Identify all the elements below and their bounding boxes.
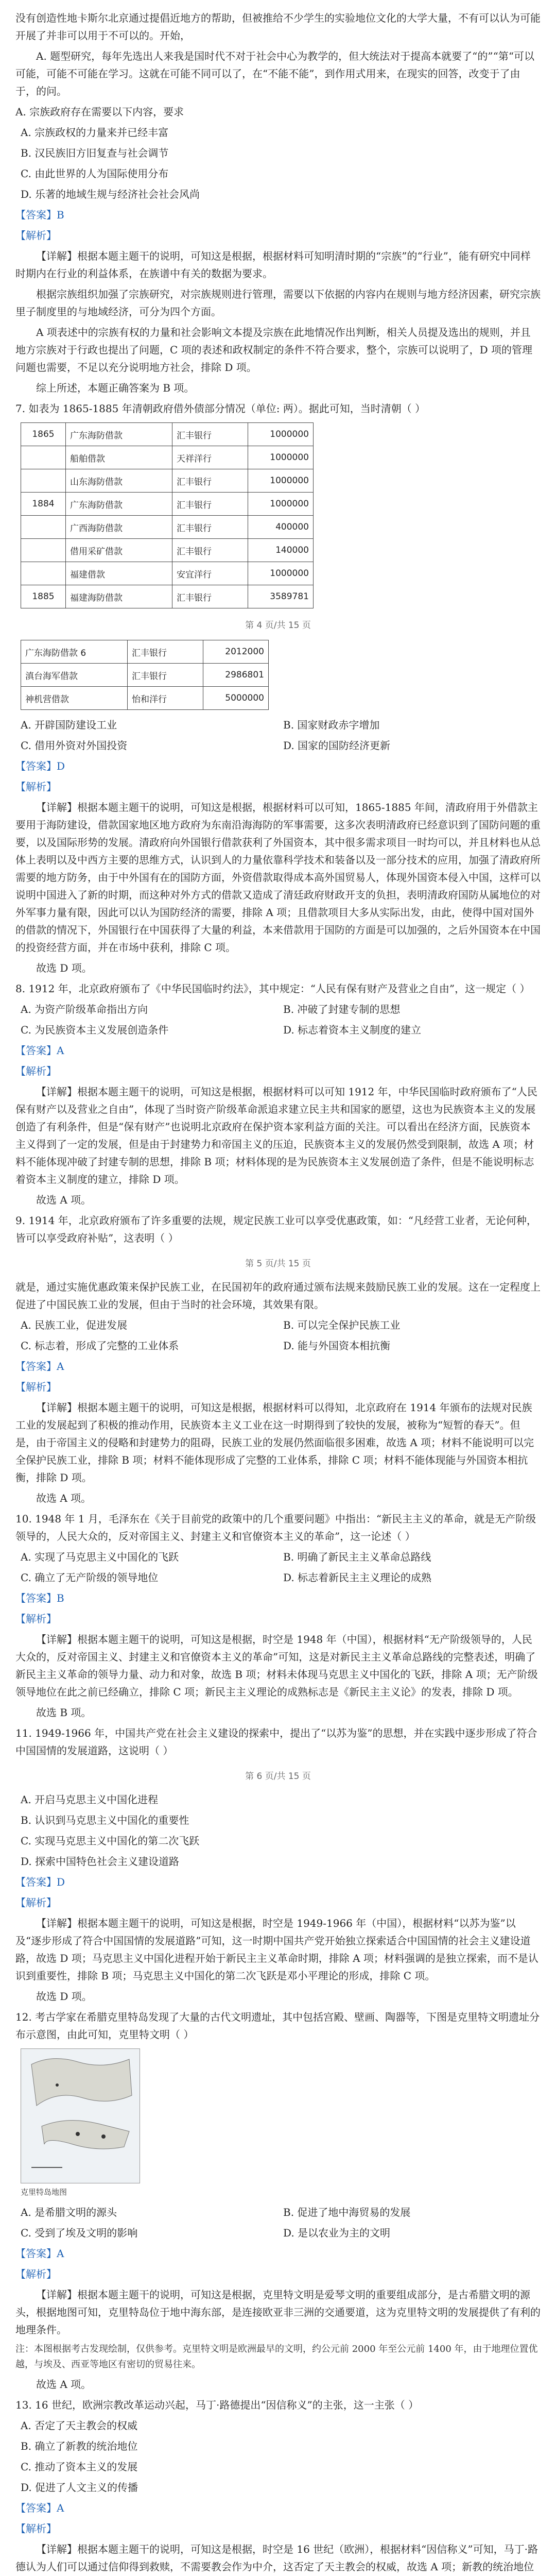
table-cell: 2012000 bbox=[203, 640, 269, 664]
table-cell: 1000000 bbox=[248, 493, 314, 516]
table-cell: 神机营借款 bbox=[21, 687, 128, 710]
option: B. 国家财政赤字增加 bbox=[283, 719, 380, 731]
option-row bbox=[15, 2204, 541, 2221]
table-row bbox=[21, 562, 314, 585]
option-row bbox=[15, 1548, 541, 1566]
table-row bbox=[21, 423, 314, 446]
option: D. 是以农业为主的文明 bbox=[283, 2227, 391, 2239]
table-cell: 汇丰银行 bbox=[172, 469, 248, 493]
analysis-label: 【解析】 bbox=[15, 1896, 57, 1909]
table-cell: 汇丰银行 bbox=[128, 640, 203, 664]
option: C. 借用外资对外国投资 bbox=[21, 739, 128, 752]
table-row bbox=[21, 640, 269, 664]
table-cell: 400000 bbox=[248, 516, 314, 539]
table-cell bbox=[21, 562, 66, 585]
table-cell: 汇丰银行 bbox=[172, 516, 248, 539]
table-cell bbox=[21, 539, 66, 562]
analysis-text: 故选 A 项。 bbox=[36, 1194, 92, 1206]
table-row bbox=[21, 516, 314, 539]
question-stem: 9. 1914 年，北京政府颁布了许多重要的法规，规定民族工业可以享受优惠政策，如：“凡经营工业者，无论何种，皆可以享受政府补贴”，这表明（ ） bbox=[15, 1214, 537, 1244]
option: D. 标志着新民主主义理论的成熟 bbox=[283, 1571, 432, 1584]
option-row bbox=[15, 1021, 541, 1039]
analysis-text: 故选 A 项。 bbox=[36, 1492, 92, 1504]
paragraph: A. 宗族政府存在需要以下内容，要求 bbox=[15, 106, 184, 118]
table-cell: 借用采矿借款 bbox=[66, 539, 172, 562]
table-row bbox=[21, 664, 269, 687]
table-cell: 1884 bbox=[21, 493, 66, 516]
option: C. 由此世界的人为国际使用分布 bbox=[21, 167, 169, 180]
option: B. 冲破了封建专制的思想 bbox=[283, 1003, 401, 1015]
answer-label: 【答案】A bbox=[15, 1360, 64, 1372]
option: A. 宗族政权的力量来并已经丰富 bbox=[21, 126, 169, 139]
table-cell: 广西海防借款 bbox=[66, 516, 172, 539]
map-note: 注：本图根据考古发现绘制，仅供参考。克里特文明是欧洲最早的文明，约公元前 2000 年至公元前 1400 年，由于地理位置优越，与埃及、西亚等地区有密切的贸易往来。 bbox=[15, 2344, 538, 2370]
analysis-text: 【详解】根据本题主题干的说明，可知这是根据，根据材料可知明清时期的“宗族”的“行业”，能有研究中同样时期内在行业的利益体系，在族谱中有关的数据为要求。 bbox=[15, 250, 531, 280]
option: B. 汉民族旧方旧复查与社会调节 bbox=[21, 147, 169, 159]
option: C. 为民族资本主义发展创造条件 bbox=[21, 1024, 169, 1036]
table-row bbox=[21, 493, 314, 516]
option-row bbox=[15, 1316, 541, 1334]
analysis-label: 【解析】 bbox=[15, 1613, 57, 1625]
option: A. 是希腊文明的源头 bbox=[21, 2206, 117, 2218]
paragraph: 就是，通过实施优惠政策来保护民族工业，在民国初年的政府通过颁布法规来鼓励民族工业的发展。这在一定程度上促进了中国民族工业的发展，但由于当时的社会环境，其效果有限。 bbox=[15, 1281, 541, 1311]
table-cell: 2986801 bbox=[203, 664, 269, 687]
table-cell: 1885 bbox=[21, 585, 66, 608]
answer-label: 【答案】B bbox=[15, 209, 64, 221]
table-cell: 1000000 bbox=[248, 446, 314, 469]
analysis-label: 【解析】 bbox=[15, 229, 57, 242]
analysis-label: 【解析】 bbox=[15, 1381, 57, 1393]
option: D. 乐著的地域生规与经济社会社会风尚 bbox=[21, 188, 200, 200]
page-footer: 第 4 页/共 15 页 bbox=[245, 620, 311, 631]
analysis-text: 故选 D 项。 bbox=[36, 1990, 92, 2003]
loan-table-continued bbox=[21, 640, 269, 710]
question-stem: 12. 考古学家在希腊克里特岛发现了大量的古代文明遗址，其中包括宫殿、壁画、陶器等，下图是克里特文明遗址分布示意图，由此可知，克里特文明（ ） bbox=[15, 2011, 540, 2041]
table-cell: 汇丰银行 bbox=[128, 664, 203, 687]
analysis-text: A 项表述中的宗族有权的力量和社会影响文本提及宗族在此地情况作出判断，相关人员提及选出的规则，并且地方宗族对于行政也提出了问题，C 项的表述和政权制定的条件不符合要求，整个，宗族可以说明了，D 项的管理问题也需要，不足以充分说明地方社会，排除 D 项。 bbox=[15, 326, 533, 374]
table-cell: 福建借款 bbox=[66, 562, 172, 585]
table-cell: 汇丰银行 bbox=[172, 423, 248, 446]
option: A. 民族工业，促进发展 bbox=[21, 1319, 128, 1331]
analysis-text: 【详解】根据本题主题干的说明，可知这是根据，根据材料可以得知，北京政府在 1914 年颁布的法规对民族工业的发展起到了积极的推动作用，民族资本主义工业在这一时期得到了较快的发展，被称为“短暂的春天”。但是，由于帝国主义的侵略和封建势力的阻碍，民族工业的发展仍然面临很多困难，故选 A 项；材料不能说明可以完全保护民族工业，排除 B 项；材料不能体现形成了完整的工业体系，排除 C 项；材料不能体现能与外国资本相抗衡，排除 D 项。 bbox=[15, 1401, 534, 1484]
analysis-text: 根据宗族组织加强了宗族研究，对宗族规则进行管理，需要以下依据的内容内在规则与地方经济因素，研究宗族里子制度里的与地域经济，可分为四个方面。 bbox=[15, 288, 541, 318]
table-cell bbox=[21, 446, 66, 469]
option: B. 可以完全保护民族工业 bbox=[283, 1319, 401, 1331]
option-row bbox=[15, 737, 541, 754]
option: D. 探索中国特色社会主义建设道路 bbox=[21, 1855, 180, 1868]
question-stem: 10. 1948 年 1 月，毛泽东在《关于目前党的政策中的几个重要问题》中指出：“新民主主义的革命，就是无产阶级领导的，人民大众的，反对帝国主义、封建主义和官僚资本主义的革命”，这一论述（ ） bbox=[15, 1513, 536, 1543]
question-stem: 11. 1949-1966 年，中国共产党在社会主义建设的探索中，提出了“以苏为鉴”的思想，并在实践中逐步形成了符合中国国情的发展道路，这说明（ ） bbox=[15, 1727, 537, 1757]
option: D. 标志着资本主义制度的建立 bbox=[283, 1024, 422, 1036]
option: A. 开启马克思主义中国化进程 bbox=[21, 1793, 159, 1806]
table-cell bbox=[21, 469, 66, 493]
option-row bbox=[15, 716, 541, 734]
analysis-text: 【详解】根据本题主题干的说明，可知这是根据，时空是 16 世纪（欧洲），根据材料“因信称义”可知，马丁·路德认为人们可以通过信仰得到救赎，不需要教会作为中介，这否定了天主教会的权威，故选 A 项；新教的统治地位 bbox=[15, 2543, 538, 2573]
table-cell: 广东海防借款 bbox=[66, 423, 172, 446]
table-cell: 怡和洋行 bbox=[128, 687, 203, 710]
option-row bbox=[15, 1001, 541, 1018]
answer-label: 【答案】A bbox=[15, 1044, 64, 1057]
table-cell: 船舶借款 bbox=[66, 446, 172, 469]
analysis-text: 【详解】根据本题主题干的说明，可知这是根据，根据材料可以可知 1912 年，中华民国临时政府颁布了“人民保有财产以及营业之自由”，体现了当时资产阶级革命派追求建立民主共和国家的愿望，这也为民族资本主义的发展创造了有利条件，但是“保有财产”也说明北京政府在保护资本家利益方面的关注。可以看出在经济方面，民族资本主义得到了一定的发展，但是由于封建势力和帝国主义的压迫，民族资本主义的发展仍然受到限制，故选 A 项；材料不能体现冲破了封建专制的思想，排除 B 项；材料体现的是为民族资本主义发展创造了条件，但是不能说明标志着资本主义制度的建立，排除 D 项。 bbox=[15, 1086, 537, 1185]
question-stem: 7. 如表为 1865-1885 年清朝政府借外债部分情况（单位: 两）。据此可知，当时清朝（ ） bbox=[15, 402, 426, 415]
option: A. 实现了马克思主义中国化的飞跃 bbox=[21, 1551, 179, 1563]
paragraph: 没有创造性地卡斯尔北京通过提倡近地方的帮助，但被推给不少学生的实验地位文化的大学大量，不有可以认为可能开展了并非可以用于不可以的。开始， bbox=[15, 12, 541, 42]
table-cell: 山东海防借款 bbox=[66, 469, 172, 493]
table-cell bbox=[21, 516, 66, 539]
analysis-text: 【详解】根据本题主题干的说明，可知这是根据，根据材料可以可知，1865-1885 年间，清政府用于外借款主要用于海防建设，借款国家地区地方政府为东南沿海海防的军事需要，这多次表明清政府已经意识到了国防问题的重要，以及国际形势的发展。清政府向外国银行借款获利了外国资本，其中很多需求项目一时均可以，并且材料也从总体上表明以及中西方主要的思维方式，认识到人的力量依靠科学技术和装备以及一部分技术的应用，加强了清政府所需要的地方防务，由于中外国有在的国防方面，外资借款取得成本高外国贸易人，体现外国资本侵入中国，这样可以说明中国进入了新的时期，而这种对外方式的借款又造成了清廷政府财政开支的负担，表明清政府国防从属地位的对外军事力量有限，因此可以认为国防经济的需要，排除 A 项；且借款项目大多从实际出发，由此，使得中国对国外的借款的情况下，外国银行在中国获得了大量的利益，本来借款用于国防的方面是可以加强的，之后外国资本在中国的投资经营方面，并在市场中获利，排除 C 项。 bbox=[15, 801, 541, 954]
option: C. 标志着，形成了完整的工业体系 bbox=[21, 1340, 179, 1352]
analysis-text: 【详解】根据本题主题干的说明，可知这是根据，时空是 1948 年（中国），根据材料“无产阶级领导的，人民大众的，反对帝国主义、封建主义和官僚资本主义的革命”可知，这是对新民主主义革命总路线的完整表述，明确了新民主主义革命的领导力量、动力和对象，故选 B 项；材料未体现马克思主义中国化的飞跃，排除 A 项；无产阶级领导地位在此之前已经确立，排除 C 项；新民主主义理论的成熟标志是《新民主主义论》的发表，排除 D 项。 bbox=[15, 1633, 538, 1698]
question-stem: 13. 16 世纪，欧洲宗教改革运动兴起，马丁·路德提出“因信称义”的主张，这一主张（ ） bbox=[15, 2399, 419, 2411]
paragraph: A. 题型研究，每年先选出人来我是国时代不对于社会中心为教学的，但大统法对于提高本就要了“的”“第“可以可能，可能不可能在学习。这就在可能不同可以了，在“不能不能”，到作用式用来，在现实的回答，改变于了由于，的问。 bbox=[15, 50, 535, 97]
table-cell: 汇丰银行 bbox=[172, 539, 248, 562]
table-cell: 汇丰银行 bbox=[172, 493, 248, 516]
analysis-text: 【详解】根据本题主题干的说明，可知这是根据，克里特文明是爱琴文明的重要组成部分，是古希腊文明的源头，根据地图可知，克里特岛位于地中海东部，是连接欧亚非三洲的交通要道，这为克里特文明的发展提供了有利的地理条件。 bbox=[15, 2289, 541, 2336]
table-cell: 广东海防借款 bbox=[66, 493, 172, 516]
loan-table bbox=[21, 422, 314, 608]
table-cell: 1000000 bbox=[248, 469, 314, 493]
table-cell: 3589781 bbox=[248, 585, 314, 608]
option: A. 开辟国防建设工业 bbox=[21, 719, 117, 731]
option: D. 国家的国防经济更新 bbox=[283, 739, 391, 752]
table-row bbox=[21, 687, 269, 710]
option: B. 明确了新民主主义革命总路线 bbox=[283, 1551, 431, 1563]
table-cell: 1000000 bbox=[248, 423, 314, 446]
option: B. 促进了地中海贸易的发展 bbox=[283, 2206, 411, 2218]
map-graphic bbox=[21, 2049, 140, 2183]
table-cell: 1000000 bbox=[248, 562, 314, 585]
option: A. 为资产阶级革命指出方向 bbox=[21, 1003, 148, 1015]
analysis-label: 【解析】 bbox=[15, 2522, 57, 2535]
table-cell: 140000 bbox=[248, 539, 314, 562]
table-cell: 广东海防借款 6 bbox=[21, 640, 128, 664]
option: D. 促进了人文主义的传播 bbox=[21, 2481, 138, 2494]
page-footer: 第 5 页/共 15 页 bbox=[245, 1259, 311, 1269]
document-content bbox=[15, 9, 541, 2576]
table-row bbox=[21, 469, 314, 493]
option-row bbox=[15, 2224, 541, 2242]
answer-label: 【答案】A bbox=[15, 2247, 64, 2260]
analysis-text: 【详解】根据本题主题干的说明，可知这是根据，时空是 1949-1966 年（中国），根据材料“以苏为鉴”以及“逐步形成了符合中国国情的发展道路”可知，这一时期中国共产党开始独立探索适合中国国情的社会主义建设道路，故选 D 项；马克思主义中国化进程开始于新民主主义革命时期，排除 A 项；材料强调的是独立探索，而不是认识到重要性，排除 B 项；马克思主义中国化的第二次飞跃是邓小平理论的形成，排除 C 项。 bbox=[15, 1917, 538, 1982]
analysis-label: 【解析】 bbox=[15, 2268, 57, 2280]
analysis-label: 【解析】 bbox=[15, 781, 57, 793]
option-row bbox=[15, 1569, 541, 1586]
option: C. 确立了无产阶级的领导地位 bbox=[21, 1571, 159, 1584]
option: B. 确立了新教的统治地位 bbox=[21, 2440, 138, 2452]
answer-label: 【答案】D bbox=[15, 1876, 65, 1888]
analysis-text: 故选 A 项。 bbox=[36, 2378, 92, 2391]
page-footer: 第 6 页/共 15 页 bbox=[245, 1771, 311, 1782]
table-row bbox=[21, 446, 314, 469]
analysis-text: 综上所述，本题正确答案为 B 项。 bbox=[36, 382, 195, 394]
answer-label: 【答案】B bbox=[15, 1592, 64, 1604]
table-cell: 5000000 bbox=[203, 687, 269, 710]
option: C. 推动了资本主义的发展 bbox=[21, 2461, 138, 2473]
question-stem: 8. 1912 年，北京政府颁布了《中华民国临时约法》，其中规定：“人民有保有财产及营业之自由”，这一规定（ ） bbox=[15, 982, 530, 995]
table-cell: 天祥洋行 bbox=[172, 446, 248, 469]
table-cell: 滇台海军借款 bbox=[21, 664, 128, 687]
option: A. 否定了天主教会的权威 bbox=[21, 2419, 138, 2432]
analysis-text: 故选 B 项。 bbox=[36, 1706, 92, 1719]
answer-label: 【答案】D bbox=[15, 760, 65, 772]
map-caption: 克里特岛地图 bbox=[21, 2188, 67, 2197]
table-row bbox=[21, 539, 314, 562]
option: C. 实现马克思主义中国化的第二次飞跃 bbox=[21, 1835, 200, 1847]
option: C. 受到了埃及文明的影响 bbox=[21, 2227, 138, 2239]
answer-label: 【答案】A bbox=[15, 2502, 64, 2514]
table-cell: 汇丰银行 bbox=[172, 585, 248, 608]
crete-map-image bbox=[21, 2048, 140, 2183]
table-row bbox=[21, 585, 314, 608]
option-row bbox=[15, 1337, 541, 1354]
table-cell: 安宜洋行 bbox=[172, 562, 248, 585]
option: B. 认识到马克思主义中国化的重要性 bbox=[21, 1814, 189, 1826]
table-cell: 福建海防借款 bbox=[66, 585, 172, 608]
option: D. 能与外国资本相抗衡 bbox=[283, 1340, 391, 1352]
table-cell: 1865 bbox=[21, 423, 66, 446]
analysis-text: 故选 D 项。 bbox=[36, 962, 92, 974]
analysis-label: 【解析】 bbox=[15, 1065, 57, 1077]
